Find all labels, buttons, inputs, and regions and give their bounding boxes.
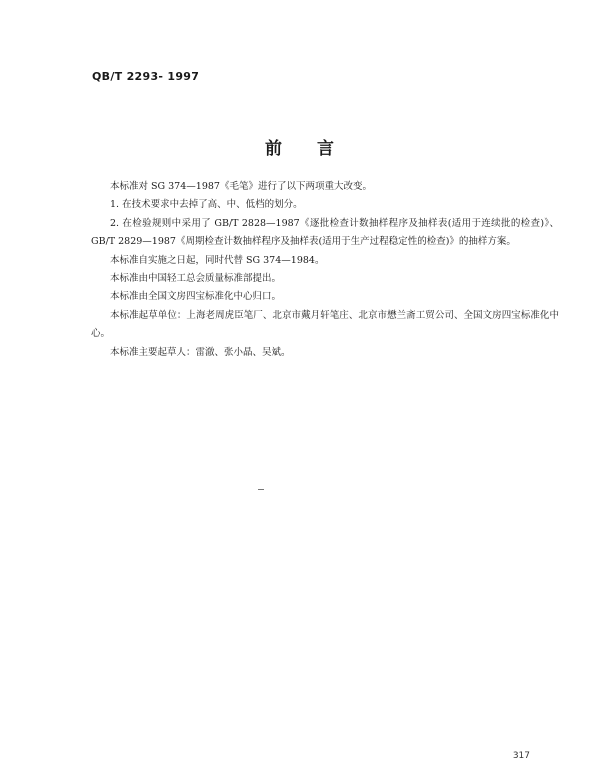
paragraph-scope: 本标准对 SG 374—1987《毛笔》进行了以下两项重大改变。 xyxy=(110,181,372,192)
page-number: 317 xyxy=(512,751,530,761)
paragraph-centralizer: 本标准由全国文房四宝标准化中心归口。 xyxy=(110,291,282,303)
paragraph-change-1: 1. 在技术要求中去掉了高、中、低档的划分。 xyxy=(110,199,303,211)
title-char-1: 前 xyxy=(265,139,283,159)
paragraph-proposer: 本标准由中国轻工总会质量标准部提出。 xyxy=(110,273,282,285)
page-title xyxy=(0,134,600,159)
scan-mark xyxy=(258,489,264,490)
foreword-body xyxy=(91,178,559,362)
standard-code: QB/T 2293- 1997 xyxy=(92,70,200,83)
title-char-2: 言 xyxy=(317,139,335,159)
paragraph-replacement: 本标准自实施之日起，同时代替 SG 374—1984。 xyxy=(110,254,325,266)
paragraph-drafting-units: 本标准起草单位：上海老周虎臣笔厂、北京市戴月轩笔庄、北京市懋兰斋工贸公司、全国文房四宝标准化中心。 xyxy=(91,309,559,340)
paragraph-drafters: 本标准主要起草人：雷澈、张小晶、吴斌。 xyxy=(110,346,291,358)
paragraph-change-2: 2. 在检验规则中采用了 GB/T 2828—1987《逐批检查计数抽样程序及抽样表(适用于连续批的检查)》、GB/T 2829—1987《周期检查计数抽样程序及抽样表(适用于生产过程稳定性的检查)》的抽样方案。 xyxy=(91,217,559,248)
